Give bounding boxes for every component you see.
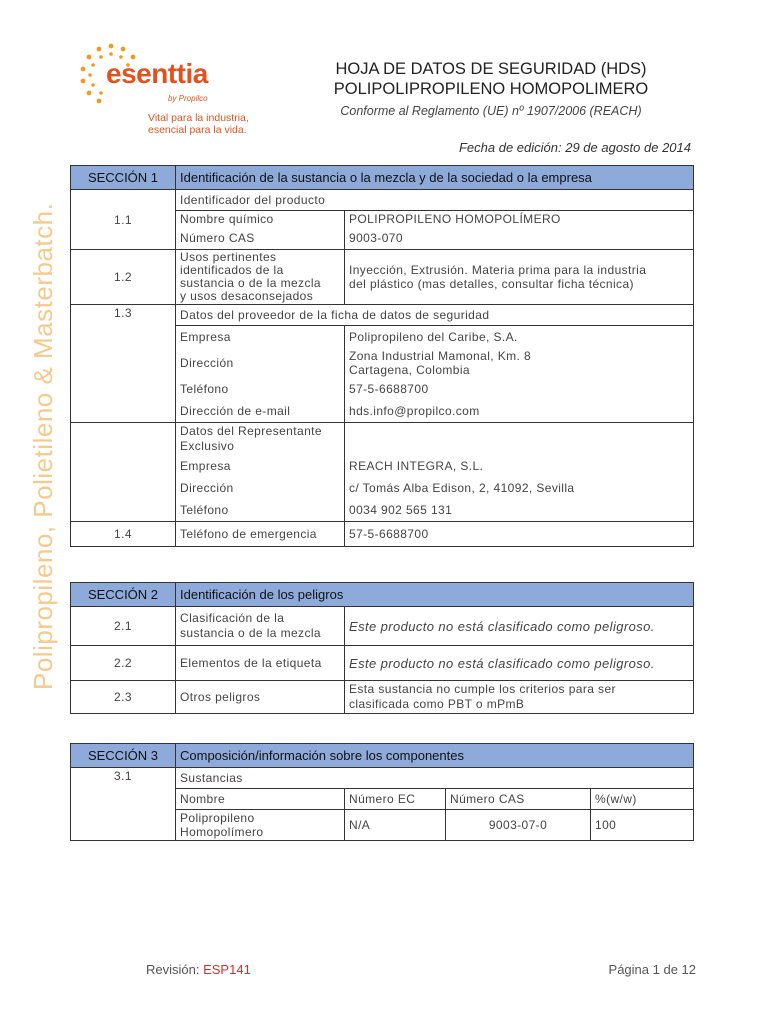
table-row — [71, 681, 694, 714]
table-row — [71, 607, 694, 646]
label-line: identificados de la — [180, 263, 284, 277]
value-cell — [345, 681, 694, 714]
section-2-table — [70, 582, 694, 714]
label-cell: Dirección — [176, 477, 345, 499]
label-cell: Teléfono — [176, 499, 345, 522]
edition-date: Fecha de edición: 29 de agosto de 2014 — [458, 140, 691, 155]
value-cell: POLIPROPILENO HOMOPOLÍMERO — [345, 211, 694, 228]
brand-tagline — [148, 112, 278, 136]
label-cell — [176, 250, 345, 305]
value-cell: REACH INTEGRA, S.L. — [345, 455, 694, 477]
cell-cas: 9003-07-0 — [446, 810, 591, 841]
section-3-header — [71, 744, 694, 768]
item-number: 2.2 — [71, 646, 176, 681]
item-number: 3.1 — [71, 768, 176, 841]
label-cell: Empresa — [176, 455, 345, 477]
label-cell: Dirección — [176, 348, 345, 378]
product-name: POLIPOLIPROPILENO HOMOPOLIMERO — [333, 80, 649, 98]
label-cell: Empresa — [176, 326, 345, 349]
value-cell: 57-5-6688700 — [345, 522, 694, 547]
revision — [146, 962, 251, 977]
item-number: 2.3 — [71, 681, 176, 714]
label-line: y usos desaconsejados — [180, 289, 314, 303]
value-line: Cartagena, Colombia — [349, 363, 470, 377]
cell-pct: 100 — [591, 810, 694, 841]
value-cell: 9003-070 — [345, 227, 694, 250]
item-number: 2.1 — [71, 607, 176, 646]
label-cell: Nombre químico — [176, 211, 345, 228]
table-row — [71, 250, 694, 305]
column-header: %(w/w) — [591, 789, 694, 810]
label-line: Datos del Representante — [180, 424, 322, 438]
label-cell: Dirección de e-mail — [176, 400, 345, 423]
revision-label: Revisión: — [146, 962, 200, 977]
label-cell: Datos del proveedor de la ficha de datos de seguridad — [176, 305, 694, 326]
cell-nombre — [176, 810, 345, 841]
empty-cell — [345, 423, 694, 456]
value-cell: hds.info@propilco.com — [345, 400, 694, 423]
label-cell: Número CAS — [176, 227, 345, 250]
vertical-side-text: Polipropileno, Polietileno & Masterbatch. — [28, 202, 58, 690]
value-cell: c/ Tomás Alba Edison, 2, 41092, Sevilla — [345, 477, 694, 499]
page-number: Página 1 de 12 — [608, 962, 696, 977]
value-cell: Polipropileno del Caribe, S.A. — [345, 326, 694, 349]
tagline-line-1: Vital para la industria, — [148, 112, 249, 124]
label-cell: Elementos de la etiqueta — [176, 646, 345, 681]
value-cell — [345, 250, 694, 305]
brand-name: esenttia — [106, 58, 208, 89]
section-title: Identificación de los peligros — [176, 583, 694, 607]
label-cell: Teléfono de emergencia — [176, 522, 345, 547]
value-line: Polipropileno — [180, 811, 255, 825]
regulation-note: Conforme al Reglamento (UE) nº 1907/2006 (REACH) — [340, 104, 642, 118]
brand-byline: by Propilco — [168, 94, 208, 103]
column-header: Número EC — [345, 789, 446, 810]
value-line: del plástico (mas detalles, consultar ficha técnica) — [349, 277, 634, 291]
tagline-line-2: esencial para la vida. — [148, 124, 247, 136]
label-cell — [176, 423, 345, 456]
value-cell: Este producto no está clasificado como peligroso. — [345, 607, 694, 646]
table-row — [71, 646, 694, 681]
label-cell — [176, 607, 345, 646]
company-logo — [76, 40, 276, 150]
section-title: Composición/información sobre los componentes — [176, 744, 694, 768]
empty-cell — [71, 423, 176, 522]
label-line: sustancia o de la mezcla — [180, 276, 322, 290]
label-cell: Identificador del producto — [176, 190, 694, 211]
section-number: SECCIÓN 1 — [71, 166, 176, 190]
item-number: 1.4 — [71, 522, 176, 547]
section-title: Identificación de la sustancia o la mezcla y de la sociedad o la empresa — [176, 166, 694, 190]
section-1-header — [71, 166, 694, 190]
label-line: Usos pertinentes — [180, 250, 277, 264]
table-row — [71, 522, 694, 547]
item-number: 1.1 — [71, 190, 176, 250]
value-line: Zona Industrial Mamonal, Km. 8 — [349, 349, 532, 363]
label-cell: Sustancias — [176, 768, 694, 789]
value-cell — [345, 348, 694, 378]
value-cell: 57-5-6688700 — [345, 378, 694, 400]
cell-ec: N/A — [345, 810, 446, 841]
value-cell: Este producto no está clasificado como peligroso. — [345, 646, 694, 681]
label-line: Exclusivo — [180, 439, 235, 453]
section-1-table — [70, 165, 694, 547]
value-line: Esta sustancia no cumple los criterios para ser — [349, 682, 616, 696]
section-number: SECCIÓN 3 — [71, 744, 176, 768]
section-number: SECCIÓN 2 — [71, 583, 176, 607]
column-header: Nombre — [176, 789, 345, 810]
section-2-header — [71, 583, 694, 607]
table-row — [71, 768, 694, 789]
value-cell: 0034 902 565 131 — [345, 499, 694, 522]
table-row — [71, 305, 694, 326]
label-cell: Otros peligros — [176, 681, 345, 714]
label-line: Clasificación de la — [180, 611, 285, 625]
item-number: 1.3 — [71, 305, 176, 423]
label-line: sustancia o de la mezcla — [180, 626, 322, 640]
value-line: Inyección, Extrusión. Materia prima para la industria — [349, 263, 647, 277]
value-line: clasificada como PBT o mPmB — [349, 697, 525, 711]
section-3-table — [70, 743, 694, 841]
table-row — [71, 423, 694, 456]
value-line: Homopolímero — [180, 825, 264, 839]
revision-value: ESP141 — [203, 962, 251, 977]
item-number: 1.2 — [71, 250, 176, 305]
document-title: HOJA DE DATOS DE SEGURIDAD (HDS) — [335, 60, 647, 78]
label-cell: Teléfono — [176, 378, 345, 400]
column-header: Número CAS — [446, 789, 591, 810]
table-row — [71, 190, 694, 211]
